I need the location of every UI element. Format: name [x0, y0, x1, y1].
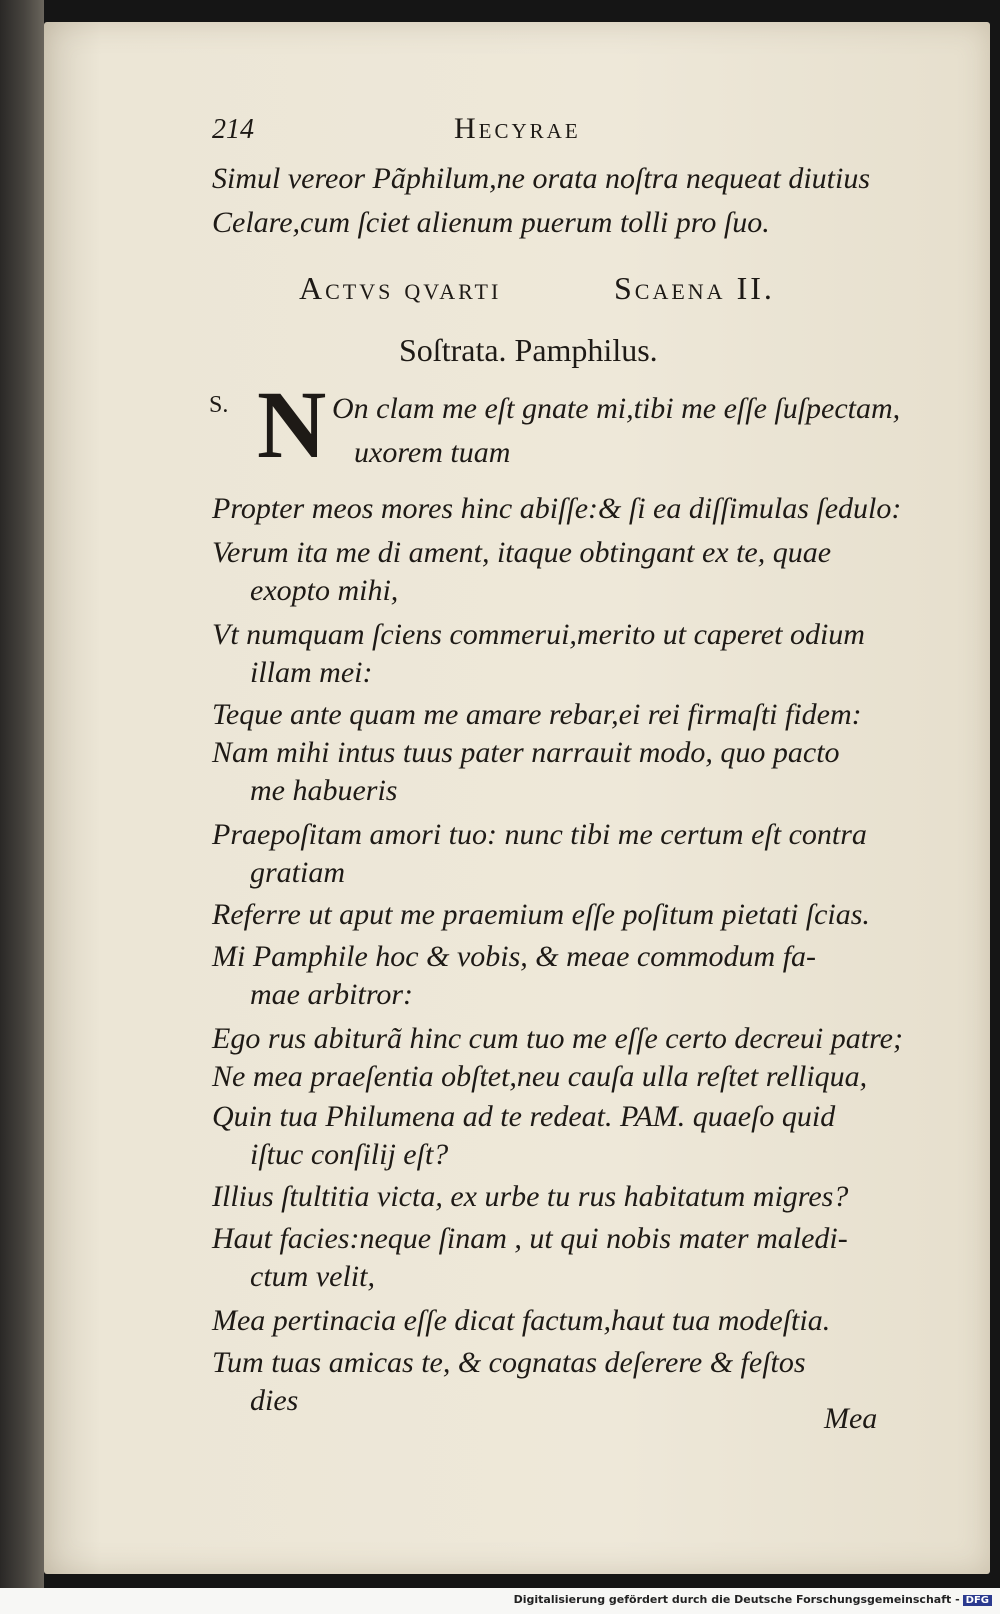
- top-line: Celare,cum ſciet alienum puerum tolli pro ſuo.: [212, 206, 770, 239]
- verse-line: Vt numquam ſciens commerui,merito ut caperet odium: [212, 618, 865, 651]
- verse-line: Mi Pamphile hoc & vobis, & meae commodum fa-: [212, 940, 817, 973]
- catchword: Mea: [824, 1402, 878, 1435]
- book-spine: [0, 0, 44, 1588]
- verse-line: Referre ut aput me praemium eſſe poſitum pietati ſcias.: [212, 898, 870, 931]
- verse-line: iſtuc conſilij eſt?: [250, 1138, 449, 1171]
- verse-line: Quin tua Philumena ad te redeat. PAM. quaeſo quid: [212, 1100, 836, 1133]
- verse-line: Praepoſitam amori tuo: nunc tibi me certum eſt contra: [212, 818, 867, 851]
- verse-line: Ego rus abiturã hinc cum tuo me eſſe certo decreui patre;: [212, 1022, 903, 1055]
- act-heading: Actvs qvarti: [299, 270, 502, 306]
- verse-line: ctum velit,: [250, 1260, 375, 1293]
- verse-line: Verum ita me di ament, itaque obtingant ex te, quae: [212, 536, 832, 569]
- verse-line: Haut facies:neque ſinam , ut qui nobis mater maledi-: [212, 1222, 848, 1255]
- digitization-footer: [514, 1593, 992, 1606]
- drop-cap: N: [257, 371, 327, 478]
- verse-line: uxorem tuam: [354, 436, 511, 469]
- verse-line: Nam mihi intus tuus pater narrauit modo, quo pacto: [212, 736, 840, 769]
- scene-heading: Scaena II.: [614, 270, 775, 306]
- verse-line: dies: [250, 1384, 299, 1417]
- verse-line: Propter meos mores hinc abiſſe:& ſi ea diſſimulas ſedulo:: [212, 492, 902, 525]
- verse-line: Tum tuas amicas te, & cognatas deſerere & feſtos: [212, 1346, 806, 1379]
- running-head: Hecyrae: [454, 112, 581, 145]
- speaker-mark: S.: [209, 392, 229, 418]
- top-line: Simul vereor Pãphilum,ne orata noſtra nequeat diutius: [212, 162, 870, 195]
- verse-line: illam mei:: [250, 656, 373, 689]
- page-number: 214: [212, 114, 254, 145]
- verse-line: Mea pertinacia eſſe dicat factum,haut tua modeſtia.: [212, 1304, 831, 1337]
- dfg-logo: DFG: [963, 1595, 992, 1606]
- verse-line: me habueris: [250, 774, 398, 807]
- verse-line: mae arbitror:: [250, 978, 414, 1011]
- footer-text: Digitalisierung gefördert durch die Deutsche Forschungsgemeinschaft -: [513, 1593, 960, 1606]
- verse-line: Ne mea praeſentia obſtet,neu cauſa ulla reſtet relliqua,: [212, 1060, 868, 1093]
- persons-line: Soſtrata. Pamphilus.: [399, 332, 658, 368]
- verse-line: On clam me eſt gnate mi,tibi me eſſe ſuſpectam,: [332, 392, 901, 425]
- book-page: [44, 22, 990, 1574]
- verse-line: gratiam: [250, 856, 346, 889]
- verse-line: Illius ſtultitia victa, ex urbe tu rus habitatum migres?: [212, 1180, 849, 1213]
- verse-line: exopto mihi,: [250, 574, 399, 607]
- verse-line: Teque ante quam me amare rebar,ei rei firmaſti fidem:: [212, 698, 862, 731]
